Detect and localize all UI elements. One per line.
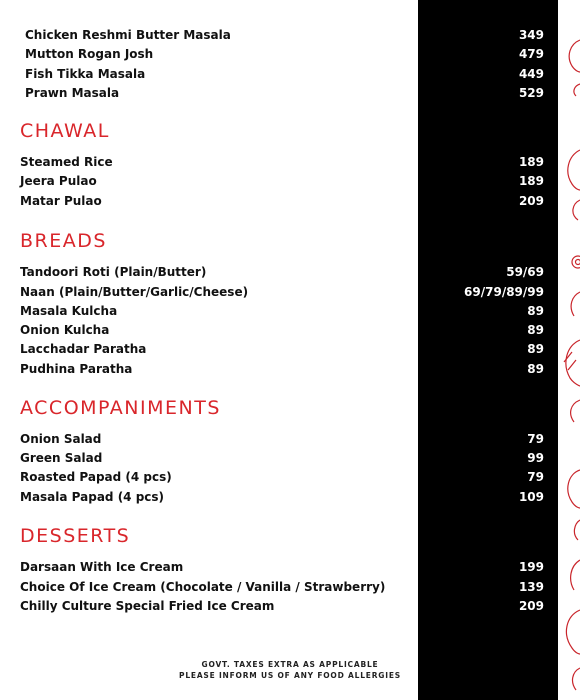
item-price: 529: [518, 86, 544, 100]
item-name: Prawn Masala: [25, 86, 120, 100]
footer-allergy-note: PLEASE INFORM US OF ANY FOOD ALLERGIES: [179, 671, 401, 680]
menu-item: [0, 192, 558, 211]
menu-item: [0, 45, 558, 64]
menu-item: [0, 430, 558, 449]
menu-item: [0, 449, 558, 468]
menu-item: [0, 263, 558, 282]
item-price: 189: [518, 155, 544, 169]
item-price: 109: [518, 490, 544, 504]
item-price: 89: [527, 362, 544, 376]
item-price: 349: [518, 28, 544, 42]
item-price: 89: [527, 323, 544, 337]
item-name: Onion Salad: [20, 432, 102, 446]
item-name: Naan (Plain/Butter/Garlic/Cheese): [20, 285, 249, 299]
item-name: Pudhina Paratha: [20, 362, 133, 376]
item-price: 99: [527, 451, 544, 465]
menu-item: [0, 360, 558, 379]
item-price: 59/69: [506, 265, 544, 279]
section-title-desserts: DESSERTS: [20, 525, 131, 547]
item-price: 189: [518, 174, 544, 188]
item-name: Chilly Culture Special Fried Ice Cream: [20, 599, 275, 613]
menu-item: [0, 302, 558, 321]
footer-tax-note: GOVT. TAXES EXTRA AS APPLICABLE: [201, 660, 379, 669]
section-title-chawal: CHAWAL: [20, 120, 110, 142]
food-doodle-pattern-icon: [558, 0, 580, 700]
item-price: 69/79/89/99: [464, 285, 544, 299]
item-name: Roasted Papad (4 pcs): [20, 470, 172, 484]
item-name: Fish Tikka Masala: [25, 67, 146, 81]
item-price: 139: [518, 580, 544, 594]
menu-item: [0, 468, 558, 487]
item-price: 479: [518, 47, 544, 61]
item-name: Steamed Rice: [20, 155, 113, 169]
item-name: Jeera Pulao: [20, 174, 97, 188]
menu-item: [0, 26, 558, 45]
item-price: 209: [518, 194, 544, 208]
item-name: Choice Of Ice Cream (Chocolate / Vanilla / Strawberry): [20, 580, 386, 594]
item-name: Chicken Reshmi Butter Masala: [25, 28, 231, 42]
item-price: 89: [527, 342, 544, 356]
item-name: Darsaan With Ice Cream: [20, 560, 184, 574]
item-name: Onion Kulcha: [20, 323, 110, 337]
menu-item: [0, 340, 558, 359]
section-title-breads: BREADS: [20, 230, 107, 252]
item-name: Mutton Rogan Josh: [25, 47, 154, 61]
item-price: 79: [527, 432, 544, 446]
item-name: Tandoori Roti (Plain/Butter): [20, 265, 207, 279]
item-name: Masala Kulcha: [20, 304, 118, 318]
item-price: 199: [518, 560, 544, 574]
item-name: Green Salad: [20, 451, 103, 465]
menu-item: [0, 578, 558, 597]
item-price: 209: [518, 599, 544, 613]
item-price: 79: [527, 470, 544, 484]
item-name: Lacchadar Paratha: [20, 342, 147, 356]
item-name: Masala Papad (4 pcs): [20, 490, 165, 504]
menu-item: [0, 558, 558, 577]
menu-item: [0, 597, 558, 616]
menu-item: [0, 65, 558, 84]
item-price: 449: [518, 67, 544, 81]
menu-item: [0, 84, 558, 103]
menu-item: [0, 153, 558, 172]
item-name: Matar Pulao: [20, 194, 102, 208]
section-title-accompaniments: ACCOMPANIMENTS: [20, 397, 221, 419]
menu-item: [0, 172, 558, 191]
menu-item: [0, 321, 558, 340]
menu-item: [0, 283, 558, 302]
item-price: 89: [527, 304, 544, 318]
menu-item: [0, 488, 558, 507]
